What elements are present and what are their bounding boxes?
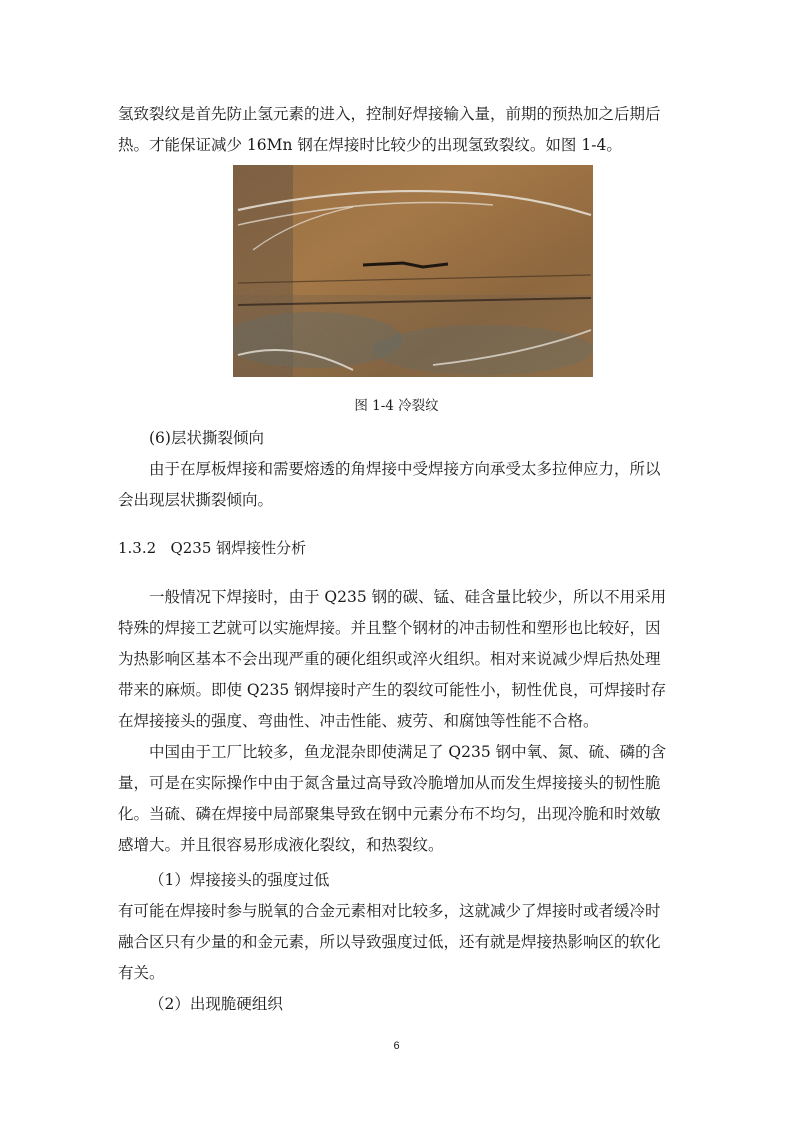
text-line: 融合区只有少量的和金元素，所以导致强度过低，还有就是焊接热影响区的软化	[118, 933, 661, 951]
text-line: 有可能在焊接时参与脱氧的合金元素相对比较多，这就减少了焊接时或者缓冷时	[118, 902, 661, 920]
cold-crack-photo	[233, 165, 593, 377]
text-line: 带来的麻烦。即使 Q235 钢焊接时产生的裂纹可能性小，韧性优良，可焊接时存	[118, 681, 667, 699]
figure-caption: 图 1-4 冷裂纹	[354, 398, 439, 414]
intro-paragraph	[118, 99, 678, 161]
text-line: 中国由于工厂比较多，鱼龙混杂即使满足了 Q235 钢中氧、氮、硫、磷的含	[149, 743, 667, 761]
item1-title	[118, 865, 678, 896]
text-line: 化。当硫、磷在焊接中局部聚集导致在钢中元素分布不均匀，出现冷脆和时效敏	[118, 805, 661, 823]
text-line: 感增大。并且很容易形成液化裂纹，和热裂纹。	[118, 836, 444, 854]
text-line: 量，可是在实际操作中由于氮含量过高导致冷脆增加从而发生焊接接头的韧性脆	[118, 774, 661, 792]
item-title-text: （1）焊接接头的强度过低	[149, 871, 330, 889]
item2-title	[118, 989, 678, 1020]
cold-crack-image	[233, 165, 593, 377]
text-line: 由于在厚板焊接和需要熔透的角焊接中受焊接方向承受太多拉伸应力，所以	[149, 460, 661, 478]
page-number: 6	[393, 1040, 400, 1052]
text-line: 在焊接接头的强度、弯曲性、冲击性能、疲劳、和腐蚀等性能不合格。	[118, 712, 599, 730]
text-line: 氢致裂纹是首先防止氢元素的进入，控制好焊接输入量，前期的预热加之后期后	[118, 105, 661, 123]
text-line: 有关。	[118, 964, 165, 982]
text-line: 会出现层状撕裂倾向。	[118, 491, 274, 509]
item6-paragraph	[118, 454, 678, 516]
item1-paragraph	[118, 896, 678, 989]
text-line: 为热影响区基本不会出现严重的硬化组织或淬火组织。相对来说减少焊后热处理	[118, 650, 661, 668]
text-line: 特殊的焊接工艺就可以实施焊接。并且整个钢材的冲击韧性和塑形也比较好，因	[118, 619, 661, 637]
paragraph-2	[118, 737, 678, 861]
item6-title	[118, 423, 678, 454]
paragraph-1	[118, 582, 678, 737]
item-title-text: (6)层状撕裂倾向	[149, 429, 264, 447]
text-line: 热。才能保证减少 16Mn 钢在焊接时比较少的出现氢致裂纹。如图 1-4。	[118, 136, 622, 154]
text-line: 一般情况下焊接时，由于 Q235 钢的碳、锰、硅含量比较少，所以不用采用	[149, 588, 667, 606]
item-title-text: （2）出现脆硬组织	[149, 995, 283, 1013]
section-heading: 1.3.2 Q235 钢焊接性分析	[118, 539, 307, 557]
